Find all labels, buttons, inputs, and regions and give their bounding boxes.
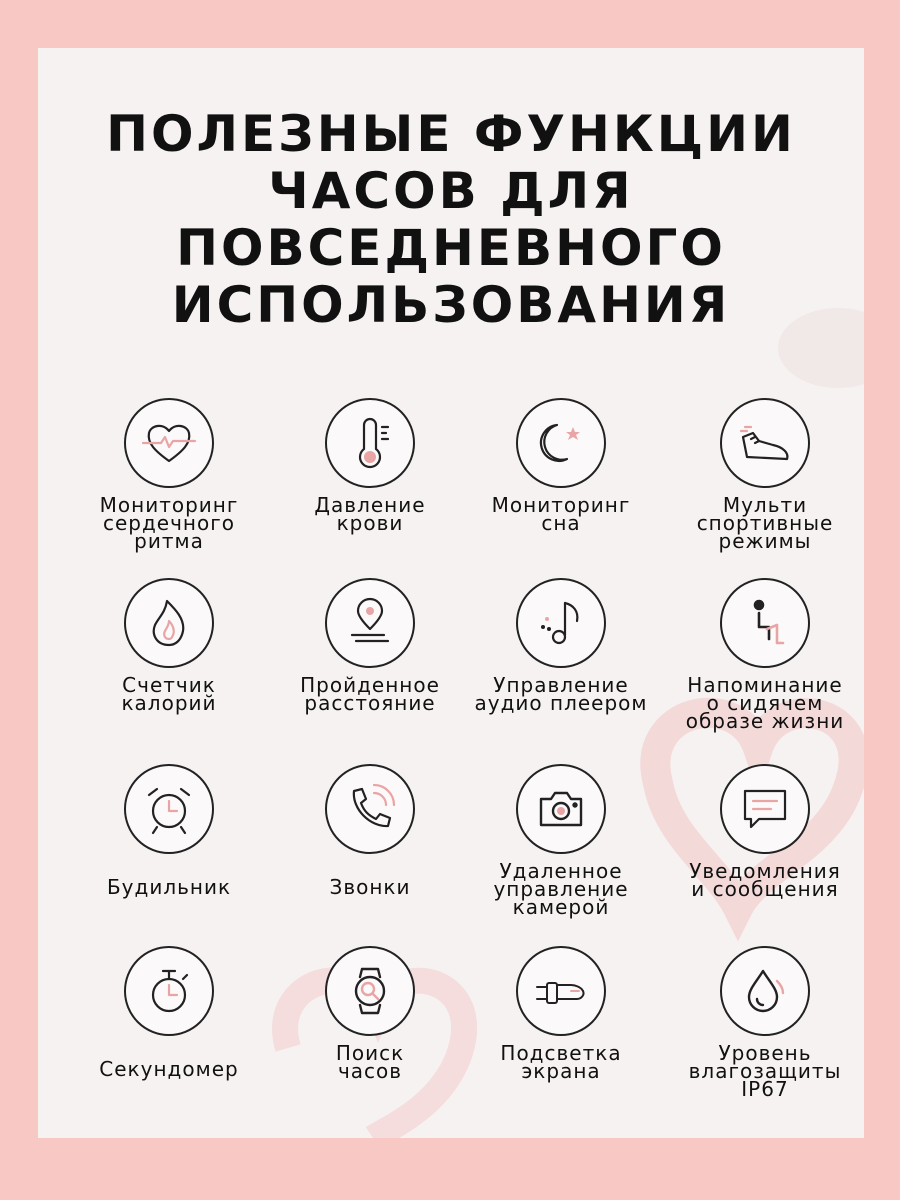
label-line: сна: [541, 511, 581, 535]
label-line: Поиск: [335, 1041, 405, 1065]
thermometer-icon: [325, 398, 415, 488]
feature-sedentary-reminder: [670, 578, 860, 748]
feature-audio-player: [466, 578, 656, 748]
label-line: Напоминание: [687, 673, 843, 697]
label-line: Уровень: [718, 1041, 812, 1065]
title-line: ПОЛЕЗНЫЕ ФУНКЦИИ: [106, 105, 796, 163]
label-line: Подсветка: [500, 1041, 622, 1065]
label-line: Мониторинг: [99, 493, 239, 517]
heart-pulse-icon: [124, 398, 214, 488]
feature-water-protection: [670, 946, 860, 1116]
alarm-clock-icon: [124, 764, 214, 854]
water-drop-icon: [720, 946, 810, 1036]
label-line: Счетчик: [122, 673, 216, 697]
title-line: ЧАСОВ ДЛЯ: [268, 162, 634, 220]
feature-label: [456, 673, 666, 715]
label-line: Мониторинг: [491, 493, 631, 517]
label-line: режимы: [718, 529, 812, 553]
feature-label: [64, 1057, 274, 1081]
flame-icon: [124, 578, 214, 668]
sneaker-icon: [720, 398, 810, 488]
label-line: управление: [493, 877, 629, 901]
route-pin-icon: [325, 578, 415, 668]
feature-label: [660, 673, 864, 733]
wrist-raise-icon: [516, 946, 606, 1036]
feature-remote-camera: [466, 764, 656, 934]
feature-label: [64, 875, 274, 899]
feature-stopwatch: [74, 946, 264, 1116]
feature-calories: [74, 578, 264, 748]
label-line: Удаленное: [499, 859, 623, 883]
label-line: сердечного: [102, 511, 235, 535]
label-line: крови: [336, 511, 404, 535]
label-line: Звонки: [329, 875, 411, 899]
label-line: часов: [337, 1059, 403, 1083]
feature-label: [660, 1041, 864, 1101]
label-line: калорий: [121, 691, 217, 715]
feature-label: [456, 859, 666, 919]
title-line: ПОВСЕДНЕВНОГО: [176, 219, 726, 277]
music-note-icon: [516, 578, 606, 668]
phone-call-icon: [325, 764, 415, 854]
stopwatch-icon: [124, 946, 214, 1036]
feature-label: [64, 673, 274, 715]
label-line: экрана: [521, 1059, 601, 1083]
feature-label: [660, 859, 864, 901]
feature-alarm: [74, 764, 264, 934]
title-line: ИСПОЛЬЗОВАНИЯ: [171, 276, 731, 334]
label-line: образе жизни: [685, 709, 845, 733]
feature-label: [64, 493, 274, 553]
feature-calls: [275, 764, 465, 934]
message-bubble-icon: [720, 764, 810, 854]
label-line: Управление: [493, 673, 629, 697]
feature-label: [265, 875, 475, 899]
page-title: [38, 106, 864, 334]
feature-label: [456, 1041, 666, 1083]
label-line: о сидячем: [706, 691, 824, 715]
camera-icon: [516, 764, 606, 854]
feature-sport-modes: [670, 398, 860, 568]
feature-sleep: [466, 398, 656, 568]
feature-heart-rate: [74, 398, 264, 568]
label-line: ритма: [134, 529, 204, 553]
feature-label: [456, 493, 666, 535]
feature-screen-backlight: [466, 946, 656, 1116]
watch-search-icon: [325, 946, 415, 1036]
label-line: Уведомления: [689, 859, 841, 883]
feature-blood-pressure: [275, 398, 465, 568]
label-line: Пройденное: [300, 673, 440, 697]
label-line: Секундомер: [99, 1057, 239, 1081]
feature-find-watch: [275, 946, 465, 1116]
label-line: Давление: [314, 493, 426, 517]
feature-label: [660, 493, 864, 553]
feature-notifications: [670, 764, 860, 934]
info-card: [38, 48, 864, 1138]
label-line: спортивные: [696, 511, 834, 535]
label-line: Будильник: [106, 875, 232, 899]
moon-star-icon: [516, 398, 606, 488]
feature-label: [265, 673, 475, 715]
label-line: влагозащиты: [688, 1059, 842, 1083]
feature-distance: [275, 578, 465, 748]
label-line: и сообщения: [691, 877, 839, 901]
feature-label: [265, 1041, 475, 1083]
label-line: Мульти: [722, 493, 808, 517]
label-line: IP67: [741, 1077, 789, 1101]
feature-label: [265, 493, 475, 535]
label-line: аудио плеером: [474, 691, 648, 715]
label-line: расстояние: [304, 691, 436, 715]
seated-person-icon: [720, 578, 810, 668]
label-line: камерой: [512, 895, 610, 919]
